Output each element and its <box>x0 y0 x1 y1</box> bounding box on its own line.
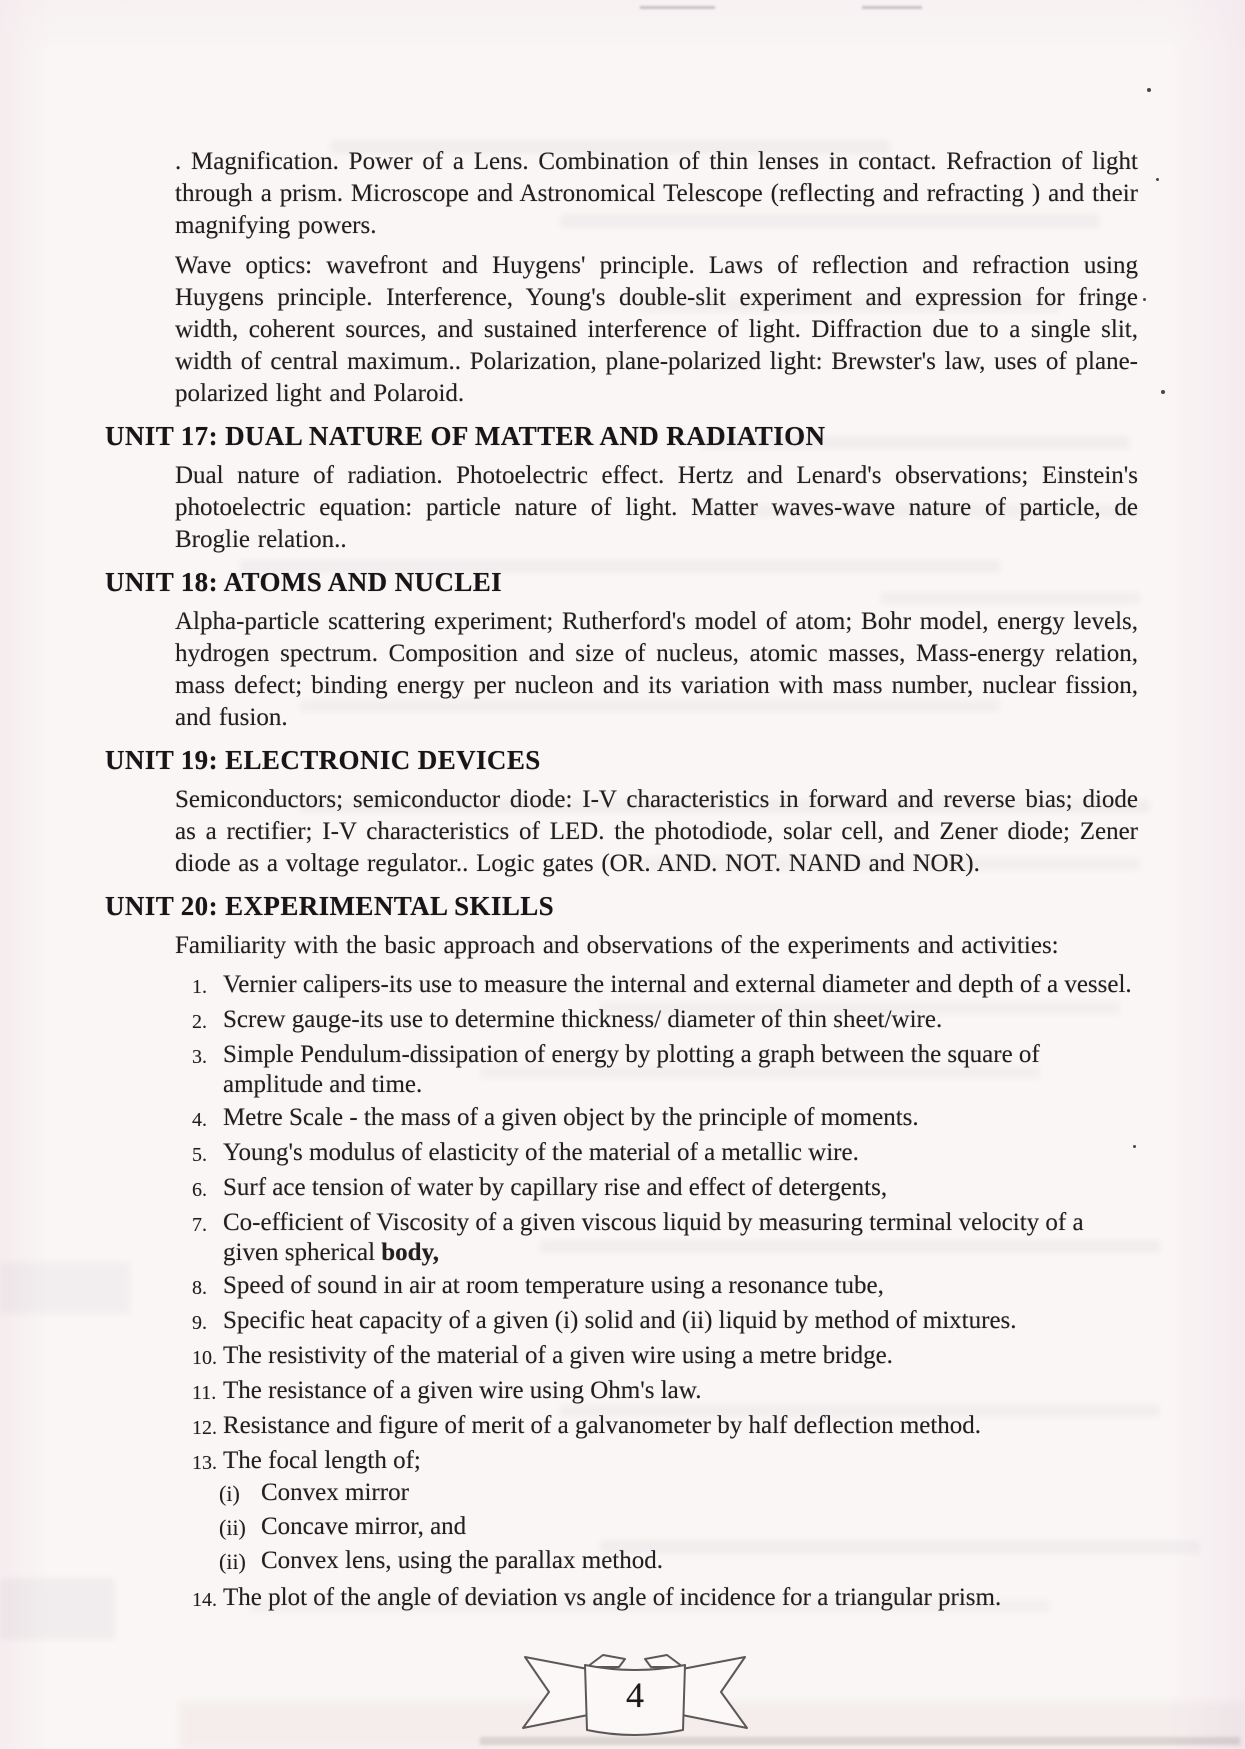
sub-item-list <box>219 1478 1138 1577</box>
experiment-item <box>175 1341 1138 1373</box>
page-number-ribbon <box>515 1650 755 1742</box>
item-number: 5. <box>192 1144 207 1166</box>
item-number: 12. <box>192 1417 217 1439</box>
item-text: Simple Pendulum-dissipation of energy by plotting a graph between the square of amplitude and time. <box>223 1041 1040 1098</box>
unit-20-section <box>105 890 1138 1615</box>
item-number: 10. <box>192 1347 217 1369</box>
experiment-item <box>175 970 1138 1002</box>
unit-17-heading: UNIT 17: DUAL NATURE OF MATTER AND RADIATION <box>105 421 826 451</box>
wave-optics-paragraph: Wave optics: wavefront and Huygens' principle. Laws of reflection and refraction using Huygens principle. Interference, Young's double-slit experiment and expression for fringe width, coherent sources, and sustained interference of light. Diffraction due to a single slit, width of central maximum.. Polarization, plane-polarized light: Brewster's law, uses of plane-polarized light and Polaroid. <box>175 252 1138 407</box>
item-number: 8. <box>192 1277 207 1299</box>
item-text: The plot of the angle of deviation vs angle of incidence for a triangular prism. <box>223 1584 1002 1611</box>
unit-20-heading: UNIT 20: EXPERIMENTAL SKILLS <box>105 891 555 921</box>
unit-20-intro: Familiarity with the basic approach and observations of the experiments and activities: <box>175 932 1059 959</box>
item-text: Speed of sound in air at room temperature using a resonance tube, <box>223 1272 884 1299</box>
unit-17-body: Dual nature of radiation. Photoelectric effect. Hertz and Lenard's observations; Einstein's photoelectric equation: particle nature of light. Matter waves-wave nature of particle, de Broglie relation.. <box>175 462 1138 553</box>
experiment-item <box>175 1306 1138 1338</box>
experiment-item <box>175 1376 1138 1408</box>
item-number: 3. <box>192 1046 207 1068</box>
item-text: Co-efficient of Viscosity of a given viscous liquid by measuring terminal velocity of a given spherical body, <box>223 1209 1084 1266</box>
item-number: 11. <box>192 1382 217 1404</box>
unit-19-body: Semiconductors; semiconductor diode: I-V characteristics in forward and reverse bias; diode as a rectifier; I-V characteristics of LED. the photodiode, solar cell, and Zener diode; Zener diode as a voltage regulator.. Logic gates (OR. AND. NOT. NAND and NOR). <box>175 786 1138 877</box>
item-text: Metre Scale - the mass of a given object by the principle of moments. <box>223 1104 919 1131</box>
item-text: The resistance of a given wire using Ohm's law. <box>223 1377 702 1404</box>
sub-item <box>219 1478 1138 1509</box>
unit-18-section <box>105 566 1138 734</box>
item-text: The resistivity of the material of a given wire using a metre bridge. <box>223 1342 893 1369</box>
unit-17-section <box>105 420 1138 556</box>
sub-item-text: Concave mirror, and <box>261 1513 467 1540</box>
experiments-list <box>175 970 1138 1615</box>
item-number: 13. <box>192 1452 217 1474</box>
experiment-item <box>175 1173 1138 1205</box>
item-number: 2. <box>192 1011 207 1033</box>
page-number: 4 <box>626 1675 644 1715</box>
sub-item-text: Convex mirror <box>261 1479 409 1506</box>
unit-19-section <box>105 744 1138 880</box>
sub-item-number: (i) <box>219 1481 240 1506</box>
item-text: Vernier calipers-its use to measure the internal and external diameter and depth of a vessel. <box>223 971 1132 998</box>
sub-item-number: (ii) <box>219 1515 246 1540</box>
item-number: 6. <box>192 1179 207 1201</box>
sub-item <box>219 1512 1138 1543</box>
item-text: Young's modulus of elasticity of the material of a metallic wire. <box>223 1139 859 1166</box>
optics-paragraph: . Magnification. Power of a Lens. Combination of thin lenses in contact. Refraction of light through a prism. Microscope and Astronomical Telescope (reflecting and refracting ) and their magnifying powers. <box>175 148 1138 239</box>
item-number: 14. <box>192 1589 217 1611</box>
experiment-item <box>175 1271 1138 1303</box>
experiment-item <box>175 1103 1138 1135</box>
experiment-item <box>175 1005 1138 1037</box>
experiment-item <box>175 1138 1138 1170</box>
experiment-item <box>175 1583 1138 1615</box>
item-text: Surf ace tension of water by capillary rise and effect of detergents, <box>223 1174 888 1201</box>
item-number: 1. <box>192 976 207 998</box>
item-number: 9. <box>192 1312 207 1334</box>
item-text: Specific heat capacity of a given (i) solid and (ii) liquid by method of mixtures. <box>223 1307 1017 1334</box>
sub-item-text: Convex lens, using the parallax method. <box>261 1547 664 1574</box>
sub-item-number: (ii) <box>219 1549 246 1574</box>
sub-item <box>219 1546 1138 1577</box>
unit-18-body: Alpha-particle scattering experiment; Rutherford's model of atom; Bohr model, energy levels, hydrogen spectrum. Composition and size of nucleus, atomic masses, Mass-energy relation, mass defect; binding energy per nucleon and its variation with mass number, nuclear fission, and fusion. <box>175 608 1138 731</box>
item-text-bold: body, <box>381 1239 439 1266</box>
unit-19-heading: UNIT 19: ELECTRONIC DEVICES <box>105 745 541 775</box>
item-number: 7. <box>192 1214 207 1236</box>
experiment-item <box>175 1040 1138 1100</box>
experiment-item <box>175 1208 1138 1268</box>
item-text: The focal length of; (i) Convex mirror (ii) Concave mirror, and (ii) Convex lens, using the parallax method. <box>223 1446 1138 1580</box>
item-text: Resistance and figure of merit of a galvanometer by half deflection method. <box>223 1412 982 1439</box>
item-number: 4. <box>192 1109 207 1131</box>
experiment-item <box>175 1446 1138 1580</box>
item-text: Screw gauge-its use to determine thickness/ diameter of thin sheet/wire. <box>223 1006 943 1033</box>
experiment-item <box>175 1411 1138 1443</box>
unit-18-heading: UNIT 18: ATOMS AND NUCLEI <box>105 567 503 597</box>
